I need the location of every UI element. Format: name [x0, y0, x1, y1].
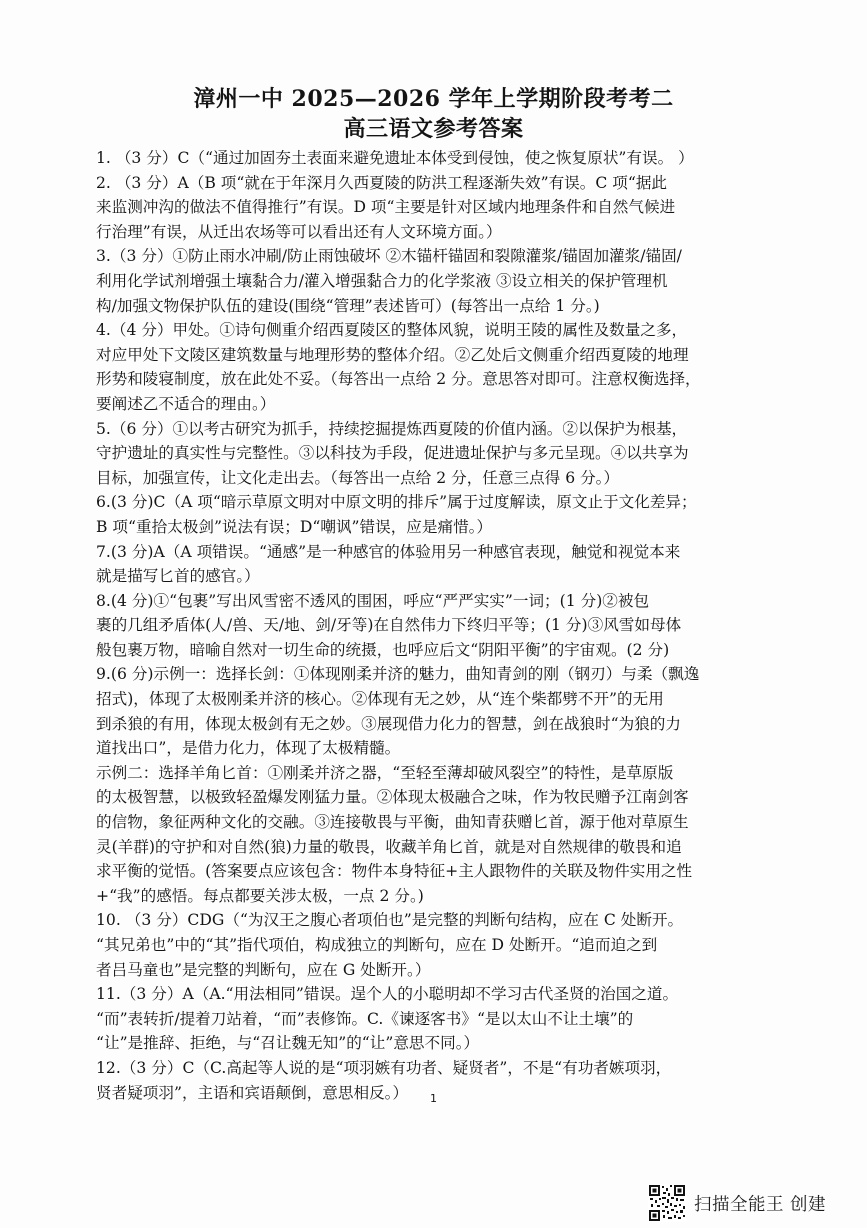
- text-line: 3.（3 分）①防止雨水冲刷/防止雨蚀破坏 ②木锚杆锚固和裂隙灌浆/锚固加灌浆/锚固/: [96, 247, 682, 266]
- text-line: 贤者疑项羽”，主语和宾语颠倒，意思相反。）: [96, 1083, 409, 1102]
- document-title: 漳州一中 2025—2026 学年上学期阶段考考二: [193, 86, 674, 112]
- text-line: 构/加强文物保护队伍的建设(围绕“管理”表述皆可）(每答出一点给 1 分。): [96, 296, 600, 315]
- text-line: 行治理”有误，从迁出农场等可以看出还有人文环境方面。）: [96, 222, 502, 241]
- text-line: 6.(3 分)C（A 项“暗示草原文明对中原文明的排斥”属于过度解读，原文止于文化差异；: [96, 493, 697, 512]
- text-line: 来监测冲沟的做法不值得推行”有误。D 项“主要是针对区域内地理条件和自然气候进: [96, 198, 676, 217]
- text-line: 7.(3 分)A（A 项错误。“通感”是一种感官的体验用另一种感官表现，触觉和视觉本来: [96, 542, 681, 561]
- text-line: 的信物，象征两种文化的交融。③连接敬畏与平衡，曲知青获赠匕首，源于他对草原生: [96, 813, 689, 832]
- text-line: 要阐述乙不适合的理由。）: [96, 394, 276, 413]
- text-line: 形势和陵寝制度，放在此处不妥。（每答出一点给 2 分。意思答对即可。注意权衡选择，: [96, 370, 701, 389]
- text-line: 道找出口”，是借力化力，体现了太极精髓。: [96, 739, 401, 758]
- text-line: 9.(6 分)示例一：选择长剑：①体现刚柔并济的魅力，曲知青剑的刚（钢刃）与柔（飘逸: [96, 665, 700, 684]
- text-line: 目标，加强宣传，让文化走出去。（每答出一点给 2 分，任意三点得 6 分。）: [96, 468, 620, 487]
- text-line: 12.（3 分）C（C.高起等人说的是“项羽嫉有功者、疑贤者”，不是“有功者嫉项羽，: [96, 1058, 672, 1077]
- text-line: 5.（6 分）①以考古研究为抓手，持续挖掘提炼西夏陵的价值内涵。②以保护为根基，: [96, 419, 688, 438]
- text-line: 招式)，体现了太极刚柔并济的核心。②体现有无之妙，从“连个柴都劈不开”的无用: [96, 690, 664, 709]
- text-line: 示例二：选择羊角匕首：①刚柔并济之器，“至轻至薄却破风裂空”的特性，是草原版: [96, 763, 674, 782]
- text-line: 般包裹万物，暗喻自然对一切生命的统摄，也呼应后文“阴阳平衡”的宇宙观。(2 分): [96, 640, 670, 659]
- text-line: 11.（3 分）A（A.“用法相同”错误。逞个人的小聪明却不学习古代圣贤的治国之道。: [96, 985, 679, 1004]
- text-line: “其兄弟也”中的“其”指代项伯，构成独立的判断句，应在 D 处断开。“追而迫之到: [96, 936, 658, 954]
- text-line: 8.(4 分)①“包裹”写出风雪密不透风的围困，呼应“严严实实”一词；(1 分)②被包: [96, 591, 650, 610]
- text-line: 守护遗址的真实性与完整性。③以科技为手段，促进遗址保护与多元呈现。④以共享为: [96, 444, 689, 463]
- text-line: 4.（4 分）甲处。①诗句侧重介绍西夏陵区的整体风貌，说明王陵的属性及数量之多，: [96, 321, 688, 340]
- text-line: 裹的几组矛盾体(人/兽、天/地、剑/牙等)在自然伟力下终归平等；(1 分)③风雪如母体: [96, 616, 682, 635]
- document-subtitle: 高三语文参考答案: [343, 116, 524, 142]
- text-line: 到杀狼的有用，体现太极剑有无之妙。③展现借力化力的智慧，剑在战狼时“为狼的力: [96, 714, 681, 733]
- text-line: 求平衡的觉悟。(答案要点应该包含：物件本身特征+主人跟物件的关联及物件实用之性: [96, 862, 693, 881]
- text-line: 1. （3 分）C（“通过加固夯土表面来避免遗址本体受到侵蚀，使之恢复原状”有误。 ）: [96, 149, 694, 167]
- text-line: B 项“重拾太极剑”说法有误；D“嘲讽”错误，应是痛惜。）: [96, 517, 493, 536]
- text-line: +“我”的感悟。每点都要关涉太极，一点 2 分。): [96, 886, 424, 905]
- page-number: 1: [430, 1092, 437, 1105]
- text-line: 灵(羊群)的守护和对自然(狼)力量的敬畏，收藏羊角匕首，就是对自然规律的敬畏和追: [96, 837, 682, 856]
- watermark-text: 扫描全能王 创建: [694, 1194, 827, 1215]
- text-line: 2. （3 分）A（B 项“就在于年深月久西夏陵的防洪工程逐渐失效”有误。C 项“据此: [96, 173, 668, 192]
- text-line: 者吕马童也”是完整的判断句，应在 G 处断开。）: [96, 960, 431, 979]
- answer-body: [96, 146, 824, 1105]
- text-line: 就是描写匕首的感官。）: [96, 567, 260, 586]
- text-line: 利用化学试剂增强土壤黏合力/灌入增强黏合力的化学浆液 ③设立相关的保护管理机: [96, 271, 668, 290]
- text-line: 的太极智慧，以极致轻盈爆发刚猛力量。②体现太极融合之味，作为牧民赠予江南剑客: [96, 788, 689, 807]
- text-line: 对应甲处下文陵区建筑数量与地理形势的整体介绍。②乙处后文侧重介绍西夏陵的地理: [96, 345, 689, 364]
- scanner-watermark: [648, 1183, 826, 1223]
- text-line: “让”是推辞、拒绝，与“召让魏无知”的“让”意思不同。）: [96, 1034, 480, 1053]
- qr-code-icon: [648, 1184, 686, 1222]
- text-line: 10. （3 分）CDG（“为汉王之腹心者项伯也”是完整的判断句结构，应在 C 处断开。: [96, 911, 684, 930]
- text-line: “而”表转折/提着刀站着，“而”表修饰。C.《谏逐客书》“是以太山不让土壤”的: [96, 1009, 634, 1028]
